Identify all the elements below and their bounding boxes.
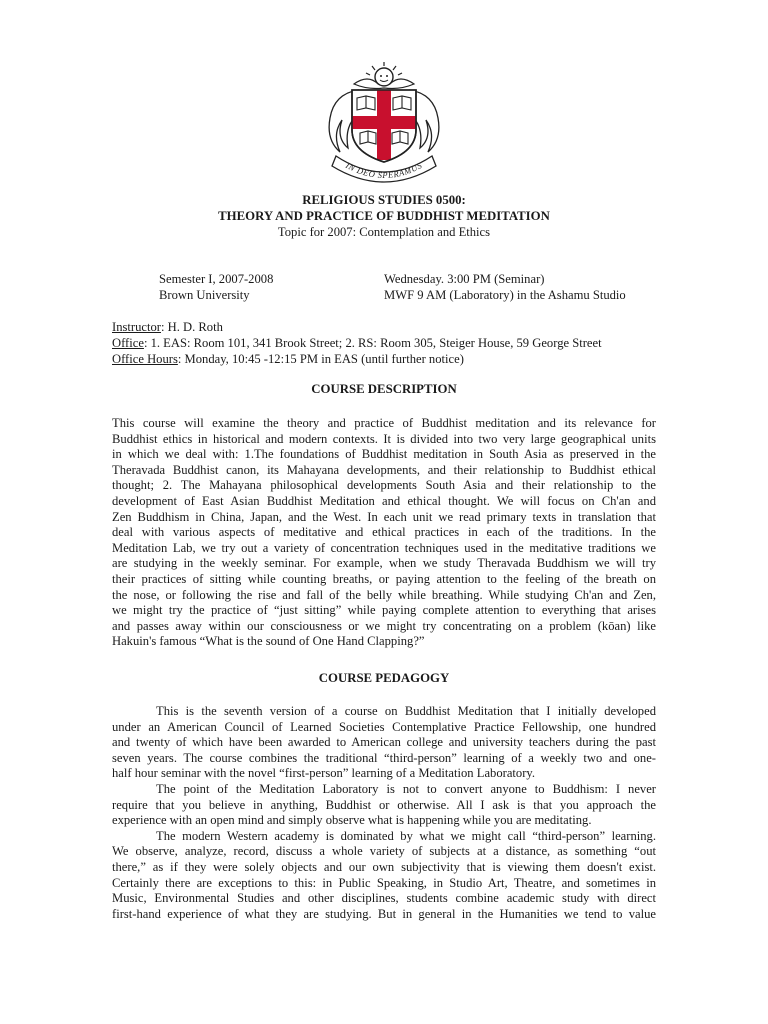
text-line: deal with various aspects of meditative and ethical practices in each of the traditions. In the xyxy=(112,525,656,540)
text-line: their practices of sitting while counting breaths, or paying attention to the feeling of the breath on xyxy=(112,571,656,586)
course-title: THEORY AND PRACTICE OF BUDDHIST MEDITATION xyxy=(218,209,550,223)
text-line: Zen Buddhism in China, Japan, and the West. In each unit we read primary texts in translation that xyxy=(112,509,656,524)
text-line: This course will examine the theory and practice of Buddhist meditation and its relevance for xyxy=(112,416,656,430)
text-line: half hour seminar with the novel “first-person” learning of a Meditation Laboratory. xyxy=(112,766,536,781)
text-line: Hakuin's famous “What is the sound of One Hand Clapping?” xyxy=(112,634,425,649)
brown-university-crest-icon xyxy=(318,60,450,186)
text-line: development of East Asian Buddhist Meditation and ethical thought. We will focus on Ch'an and xyxy=(112,493,656,508)
text-line: Certainly there are exceptions to this: in Public Speaking, in Studio Art, Theatre, and sometimes in xyxy=(112,875,656,890)
text-line: the nose, or following the rise and fall of the belly while breathing. While studying Ch'an and Zen, xyxy=(112,587,656,602)
instructor-label: Instructor xyxy=(112,320,161,334)
office-hours-label: Office Hours xyxy=(112,352,178,366)
lab-time: MWF 9 AM (Laboratory) in the Ashamu Studio xyxy=(384,288,626,302)
course-description-paragraph xyxy=(112,416,656,650)
text-line: and twenty of which have been awarded to American college and university teachers during the past xyxy=(112,735,656,750)
text-line: are studying in the weekly seminar. For example, when we study Theravada Buddhism we will try xyxy=(112,556,656,571)
text-line: seven years. The course combines the traditional “third-person” learning of a weekly two and one- xyxy=(112,750,656,765)
text-line: Buddhist ethics in historical and modern contexts. It is divided into two very large geographical units xyxy=(112,431,656,446)
text-line: require that you believe in anything, Buddhist or otherwise. All I ask is that you approach the xyxy=(112,797,656,812)
contact-info xyxy=(112,319,672,367)
course-info xyxy=(159,271,659,303)
text-line: Music, Environmental Studies and other disciplines, students combine academic study with direct xyxy=(112,891,656,906)
text-line: thought; 2. The Mahayana philosophical developments South Asia and their relationship to the xyxy=(112,478,656,493)
course-topic: Topic for 2007: Contemplation and Ethics xyxy=(277,225,491,239)
seminar-time: Wednesday. 3:00 PM (Seminar) xyxy=(384,272,545,286)
text-line: We observe, analyze, record, discuss a whole variety of subjects at a distance, as something “out xyxy=(112,844,656,859)
text-line: there,” as if they were solely objects and our own subjectivity that is viewing them doesn't exist. xyxy=(112,859,656,874)
text-line: experience with an open mind and simply observe what is happening while you are meditating. xyxy=(112,813,592,828)
course-pedagogy-heading: COURSE PEDAGOGY xyxy=(318,671,450,685)
office-label: Office xyxy=(112,336,144,350)
text-line: The point of the Meditation Laboratory is not to convert anyone to Buddhism: I never xyxy=(156,781,656,796)
text-line: Meditation Lab, we try out a variety of concentration techniques used in the meditative traditions we xyxy=(112,540,656,555)
office-value: : 1. EAS: Room 101, 341 Brook Street; 2. RS: Room 305, Steiger House, 59 George Street xyxy=(143,336,602,350)
text-line: under an American Council of Learned Societies Contemplative Practice Fellowship, one hundred xyxy=(112,719,656,734)
course-header xyxy=(112,192,656,240)
university: Brown University xyxy=(159,288,250,302)
office-hours-value: : Monday, 10:45 -12:15 PM in EAS (until further notice) xyxy=(177,352,464,366)
course-pedagogy-paragraph xyxy=(112,704,656,922)
text-line: we might try the practice of “just sitting” while paying complete attention to everything that arises xyxy=(112,603,656,618)
semester: Semester I, 2007-2008 xyxy=(159,272,274,286)
text-line: in which we deal with: 1.The foundations of Buddhist meditation in South Asia as preserved in the xyxy=(112,447,656,462)
sun-icon xyxy=(354,62,414,89)
text-line: Theravada Buddhist canon, its Mahayana developments, and their relationship to Buddhist ethical xyxy=(112,462,656,477)
crest-motto: IN DEO SPERAMUS xyxy=(344,160,424,181)
instructor-value: : H. D. Roth xyxy=(160,320,223,334)
course-description-heading: COURSE DESCRIPTION xyxy=(311,382,457,396)
text-line: This is the seventh version of a course on Buddhist Meditation that I initially developed xyxy=(156,704,656,718)
text-line: and passes away within our consciousness or we might try concentrating on a problem (kōan) like xyxy=(112,618,656,633)
text-line: The modern Western academy is dominated by what we might call “third-person” learning. xyxy=(156,828,656,843)
text-line: first-hand experience of what they are studying. But in general in the Humanities we tend to value xyxy=(112,906,656,921)
course-code: RELIGIOUS STUDIES 0500: xyxy=(302,193,466,207)
